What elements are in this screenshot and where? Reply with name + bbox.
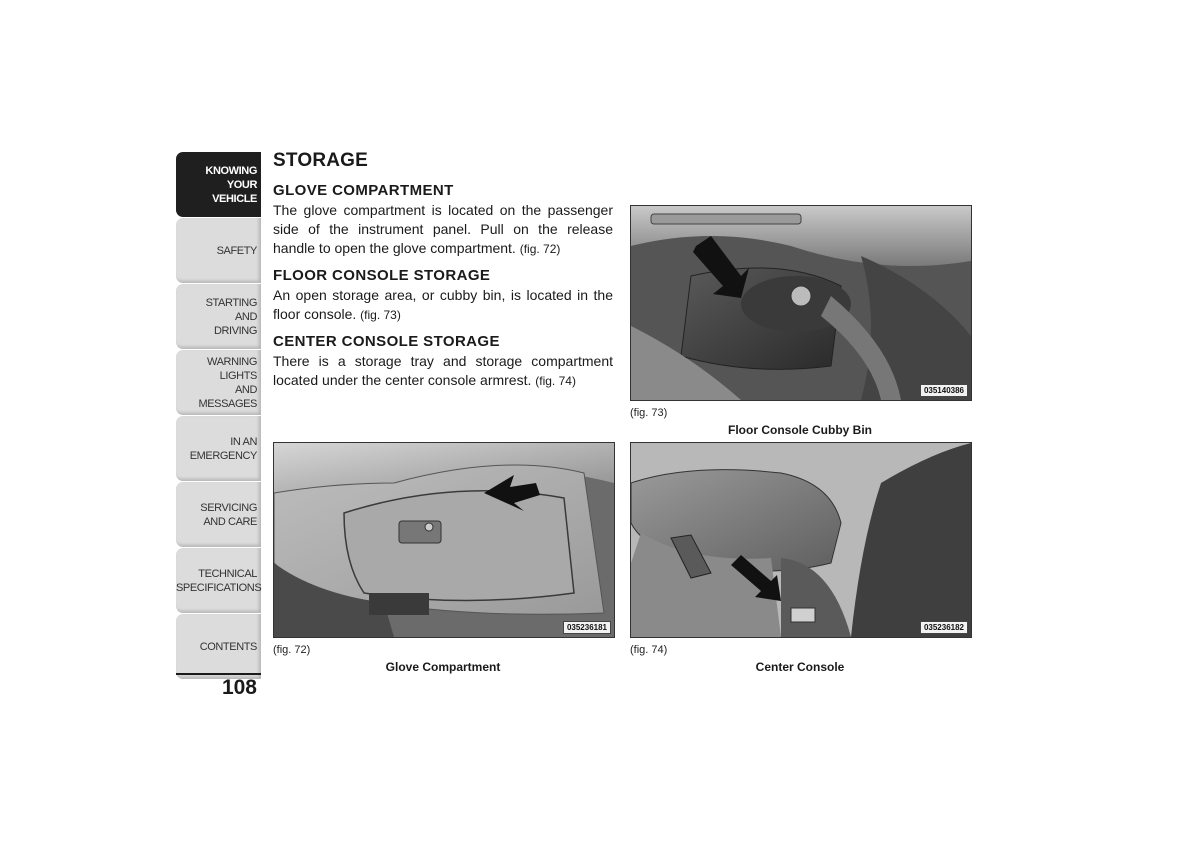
figure-code: 035140386 <box>920 384 968 397</box>
tab-servicing-and-care[interactable]: SERVICING AND CARE <box>176 482 261 547</box>
section-floor-console-storage <box>273 267 613 325</box>
figure-reference[interactable]: (fig. 74) <box>535 374 576 388</box>
figure-caption: Floor Console Cubby Bin <box>728 423 872 437</box>
section-center-console-storage <box>273 333 613 391</box>
figure-label: (fig. 72) <box>273 644 311 656</box>
page-title: STORAGE <box>273 150 369 171</box>
figure-floor-console-cubby-bin <box>630 205 972 401</box>
tab-bottom-rule <box>176 673 261 675</box>
figure-glove-compartment <box>273 442 615 638</box>
figure-label: (fig. 74) <box>630 644 668 656</box>
tab-knowing-your-vehicle[interactable]: KNOWING YOUR VEHICLE <box>176 152 261 217</box>
figure-label: (fig. 73) <box>630 407 668 419</box>
figure-code: 035236182 <box>920 621 968 634</box>
tab-contents[interactable]: CONTENTS <box>176 614 261 679</box>
tab-technical-specifications[interactable]: TECHNICAL SPECIFICATIONS <box>176 548 261 613</box>
tab-in-an-emergency[interactable]: IN AN EMERGENCY <box>176 416 261 481</box>
center-console-illustration <box>631 443 971 637</box>
tab-safety[interactable]: SAFETY <box>176 218 261 283</box>
figure-reference[interactable]: (fig. 73) <box>360 308 401 322</box>
figure-reference[interactable]: (fig. 72) <box>519 242 561 256</box>
glove-compartment-illustration <box>274 443 614 637</box>
section-heading: FLOOR CONSOLE STORAGE <box>273 267 491 284</box>
tab-starting-and-driving[interactable]: STARTING AND DRIVING <box>176 284 261 349</box>
figure-caption: Center Console <box>755 660 845 674</box>
figure-caption: Glove Compartment <box>385 660 501 674</box>
chapter-tabs <box>176 152 261 680</box>
page-number: 108 <box>221 676 257 699</box>
section-body: The glove compartment is located on the passenger side of the instrument panel. Pull on the release handle to open the glove compartment. (fig. 72) <box>273 202 613 256</box>
section-glove-compartment <box>273 182 613 259</box>
tab-warning-lights-and-messages[interactable]: WARNING LIGHTS AND MESSAGES <box>176 350 261 415</box>
figure-center-console <box>630 442 972 638</box>
figure-code: 035236181 <box>563 621 611 634</box>
section-heading: CENTER CONSOLE STORAGE <box>273 333 500 350</box>
section-heading: GLOVE COMPARTMENT <box>273 182 454 199</box>
cubby-bin-illustration <box>631 206 971 400</box>
section-body: There is a storage tray and storage compartment located under the center console armrest. (fig. 74) <box>273 353 613 388</box>
section-body: An open storage area, or cubby bin, is located in the floor console. (fig. 73) <box>273 287 613 322</box>
